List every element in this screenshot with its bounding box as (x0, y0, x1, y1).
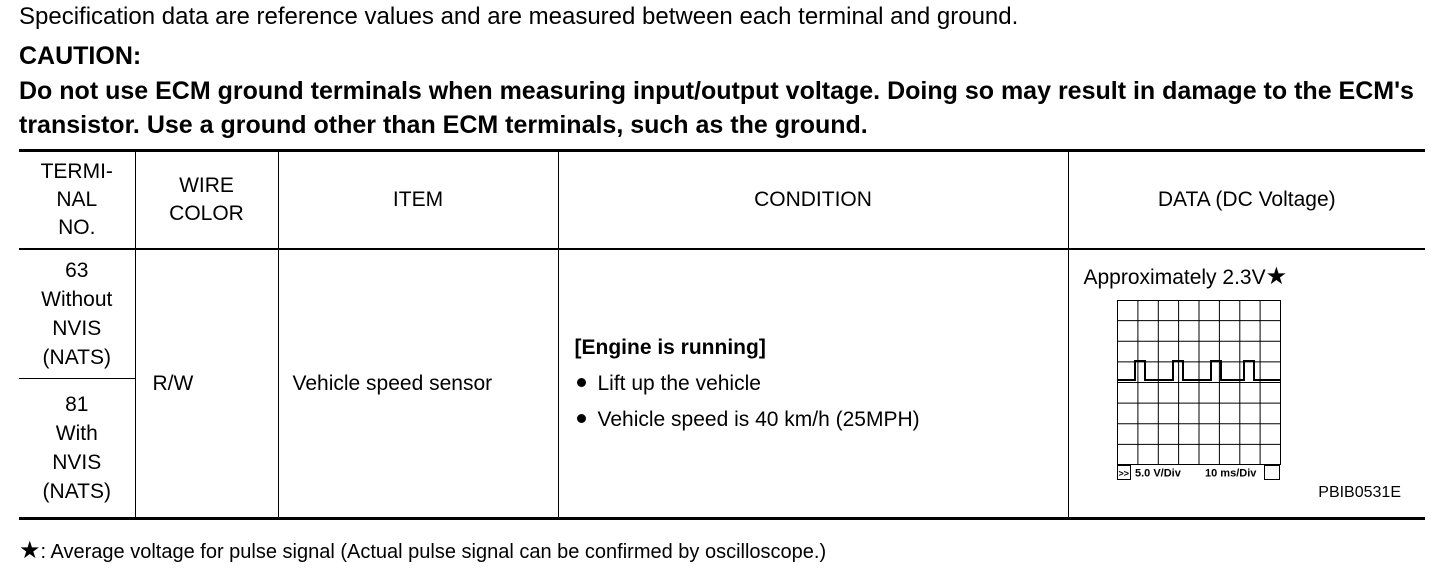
specification-table (19, 149, 1425, 520)
scope-time-div: 10 ms/Div (1204, 467, 1256, 480)
figure-code: PBIB0531E (1318, 484, 1401, 501)
data-cell (1068, 249, 1425, 519)
condition-heading: [Engine is running] (574, 335, 766, 359)
bullet-icon (577, 378, 586, 387)
intro-text: Specification data are reference values and are measured between each terminal and ground. (19, 3, 1019, 30)
item-cell: Vehicle speed sensor (278, 249, 558, 519)
terminal-63-cell: 63 Without NVIS (NATS) (19, 249, 135, 379)
terminal-81-cell: 81 With NVIS (NATS) (42, 393, 111, 503)
star-icon: ★ (1265, 263, 1288, 290)
wire-color-cell: R/W (135, 249, 278, 519)
condition-bullet: Lift up the vehicle (575, 366, 1068, 402)
header-item: ITEM (278, 151, 558, 250)
caution-title: CAUTION: (19, 42, 142, 70)
star-icon: ★ (19, 537, 41, 564)
oscilloscope-figure (1117, 300, 1283, 482)
footnote: ★: Average voltage for pulse signal (Actual pulse signal can be confirmed by oscilloscope.) (19, 537, 827, 564)
bullet-icon (577, 414, 586, 423)
table-header-row (19, 151, 1425, 250)
header-data: DATA (DC Voltage) (1068, 151, 1425, 250)
header-terminal-no: TERMI- NAL NO. (19, 151, 135, 250)
condition-cell (558, 249, 1068, 519)
header-wire-color: WIRE COLOR (135, 151, 278, 250)
condition-bullet: Vehicle speed is 40 km/h (25MPH) (575, 402, 1068, 438)
table-row (19, 249, 1425, 379)
data-value: Approximately 2.3V★ (1083, 263, 1288, 290)
header-condition: CONDITION (558, 151, 1068, 250)
scope-volt-div: 5.0 V/Div (1134, 467, 1181, 480)
caution-text: Do not use ECM ground terminals when measuring input/output voltage. Doing so may result in damage to the ECM's transistor. Use a ground other than ECM terminals, such as the ground. (19, 77, 1414, 139)
scope-marker: >> (1118, 468, 1129, 479)
